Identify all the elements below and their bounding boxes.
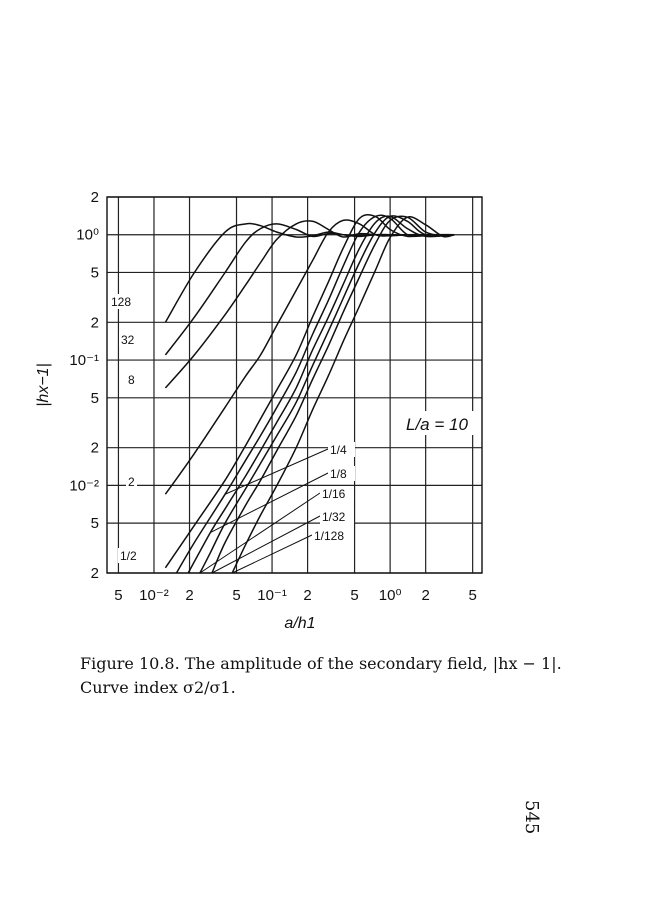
y-tick-label-1: 10⁰	[76, 226, 99, 244]
grid	[107, 197, 482, 573]
x-tick-label-4: 10⁻¹	[257, 587, 287, 604]
figure-caption	[80, 652, 600, 700]
y-tick-label-2: 5	[90, 264, 99, 282]
curve-label-1-128: 1/128	[314, 529, 345, 543]
curve-8	[165, 221, 454, 388]
curve-label-2: 2	[128, 475, 135, 489]
curve-label-1-8: 1/8	[330, 467, 347, 481]
x-tick-label-6: 5	[350, 587, 359, 604]
y-tick-label-8: 5	[90, 515, 99, 533]
x-tick-label-5: 2	[303, 587, 312, 604]
curve-label-32: 32	[121, 333, 135, 347]
x-tick-labels	[114, 587, 477, 604]
curves	[165, 215, 454, 573]
ratio-annotation: L/a = 10	[406, 415, 468, 434]
x-tick-label-0: 5	[114, 587, 123, 604]
x-tick-label-9: 5	[468, 587, 477, 604]
curve-label-1-4: 1/4	[330, 443, 347, 457]
x-axis-label: a/h1	[284, 615, 316, 632]
y-tick-label-3: 2	[90, 314, 99, 332]
curve-32	[165, 224, 454, 355]
caption-line-1: Figure 10.8. The amplitude of the secondary field, |hx − 1|.	[80, 654, 562, 673]
y-tick-label-0: 2	[90, 189, 99, 206]
curve-label-1-32: 1/32	[322, 510, 346, 524]
curve-label-1-2: 1/2	[120, 549, 137, 563]
curve-label-128: 128	[111, 295, 132, 309]
caption-line-2: Curve index σ2/σ1.	[80, 678, 236, 697]
x-tick-label-7: 10⁰	[378, 587, 402, 604]
y-tick-label-4: 10⁻¹	[69, 352, 99, 370]
curve-label-1-16: 1/16	[322, 487, 346, 501]
page-number: 545	[521, 800, 542, 835]
y-axis-label: |hx−1|	[35, 363, 52, 407]
x-tick-label-1: 10⁻²	[139, 587, 169, 604]
x-tick-label-3: 5	[232, 587, 241, 604]
y-tick-label-6: 2	[90, 439, 99, 457]
x-tick-label-8: 2	[421, 587, 430, 604]
y-tick-labels	[69, 189, 99, 582]
curve-label-8: 8	[128, 373, 135, 387]
y-tick-label-5: 5	[90, 389, 99, 407]
y-tick-label-7: 10⁻²	[69, 477, 99, 495]
curve-1-2	[165, 215, 454, 568]
y-tick-label-9: 2	[90, 565, 99, 582]
leader-1-32	[212, 516, 320, 573]
x-tick-label-2: 2	[185, 587, 194, 604]
